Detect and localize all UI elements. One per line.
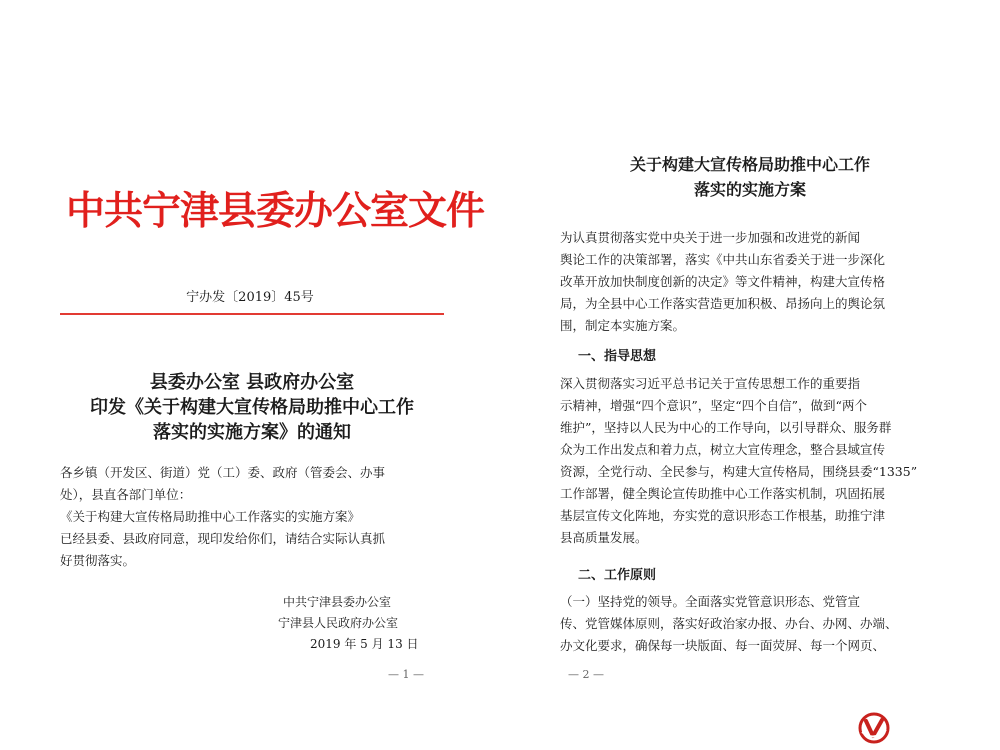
page-number: — 1 — — [388, 668, 424, 681]
section-line: 深入贯彻落实习近平总书记关于宣传思想工作的重要指 — [560, 376, 861, 391]
document-masthead: 中共宁津县委办公室文件 — [66, 188, 485, 234]
body-line: 各乡镇（开发区、街道）党（工）委、政府（管委会、办事 — [60, 465, 386, 480]
section-line: 基层宣传文化阵地，夯实党的意识形态工作根基，助推宁津 — [560, 508, 886, 523]
section-line: 示精神，增强“四个意识”，坚定“四个自信”，做到“两个 — [560, 398, 867, 413]
body-line: 处），县直各部门单位： — [60, 487, 192, 502]
intro-line: 改革开放加快制度创新的决定》等文件精神，构建大宣传格 — [560, 274, 886, 289]
document-number: 宁办发〔2019〕45号 — [186, 290, 314, 305]
section-line: 维护”，坚持以人民为中心的工作导向，以引导群众、服务群 — [560, 420, 892, 435]
section-heading: 一、指导思想 — [578, 349, 657, 364]
plan-title-line: 关于构建大宣传格局助推中心工作 — [629, 155, 870, 174]
section-line: 资源，全党行动、全民参与，构建大宣传格局，围绕县委“1335” — [560, 464, 918, 479]
section-line: 工作部署，健全舆论宣传助推中心工作落实机制，巩固拓展 — [560, 486, 886, 501]
section-heading: 二、工作原则 — [578, 568, 657, 583]
section-line: 众为工作出发点和着力点，树立大宣传理念，整合县域宣传 — [560, 442, 886, 457]
intro-line: 围，制定本实施方案。 — [560, 318, 686, 333]
corner-brand-logo-icon — [858, 712, 890, 744]
signature-line: 宁津县人民政府办公室 — [278, 616, 399, 630]
notice-title-line: 县委办公室 县政府办公室 — [149, 372, 355, 393]
section-line: （一）坚持党的领导。全面落实党管意识形态、党管宣 — [560, 594, 861, 609]
body-line: 已经县委、县政府同意，现印发给你们，请结合实际认真抓 — [60, 531, 386, 546]
page-number: — 2 — — [568, 668, 604, 681]
notice-title-line: 印发《关于构建大宣传格局助推中心工作 — [90, 397, 414, 418]
notice-title-line: 落实的实施方案》的通知 — [153, 422, 351, 443]
signature-line: 中共宁津县委办公室 — [283, 595, 392, 609]
section-line: 办文化要求，确保每一块版面、每一面荧屏、每一个网页、 — [560, 638, 886, 653]
section-line: 县高质量发展。 — [560, 530, 648, 545]
intro-line: 为认真贯彻落实党中央关于进一步加强和改进党的新闻 — [560, 230, 861, 245]
body-line: 好贯彻落实。 — [60, 553, 136, 568]
signature-date: 2019 年 5 月 13 日 — [310, 637, 419, 651]
plan-title-line: 落实的实施方案 — [693, 180, 806, 199]
intro-line: 局，为全县中心工作落实营造更加积极、昂扬向上的舆论氛 — [560, 296, 886, 311]
intro-line: 舆论工作的决策部署，落实《中共山东省委关于进一步深化 — [560, 252, 886, 267]
red-divider-line — [60, 313, 444, 315]
section-line: 传、党管媒体原则，落实好政治家办报、办台、办网、办端、 — [560, 616, 898, 631]
body-line: 《关于构建大宣传格局助推中心工作落实的实施方案》 — [60, 509, 361, 524]
